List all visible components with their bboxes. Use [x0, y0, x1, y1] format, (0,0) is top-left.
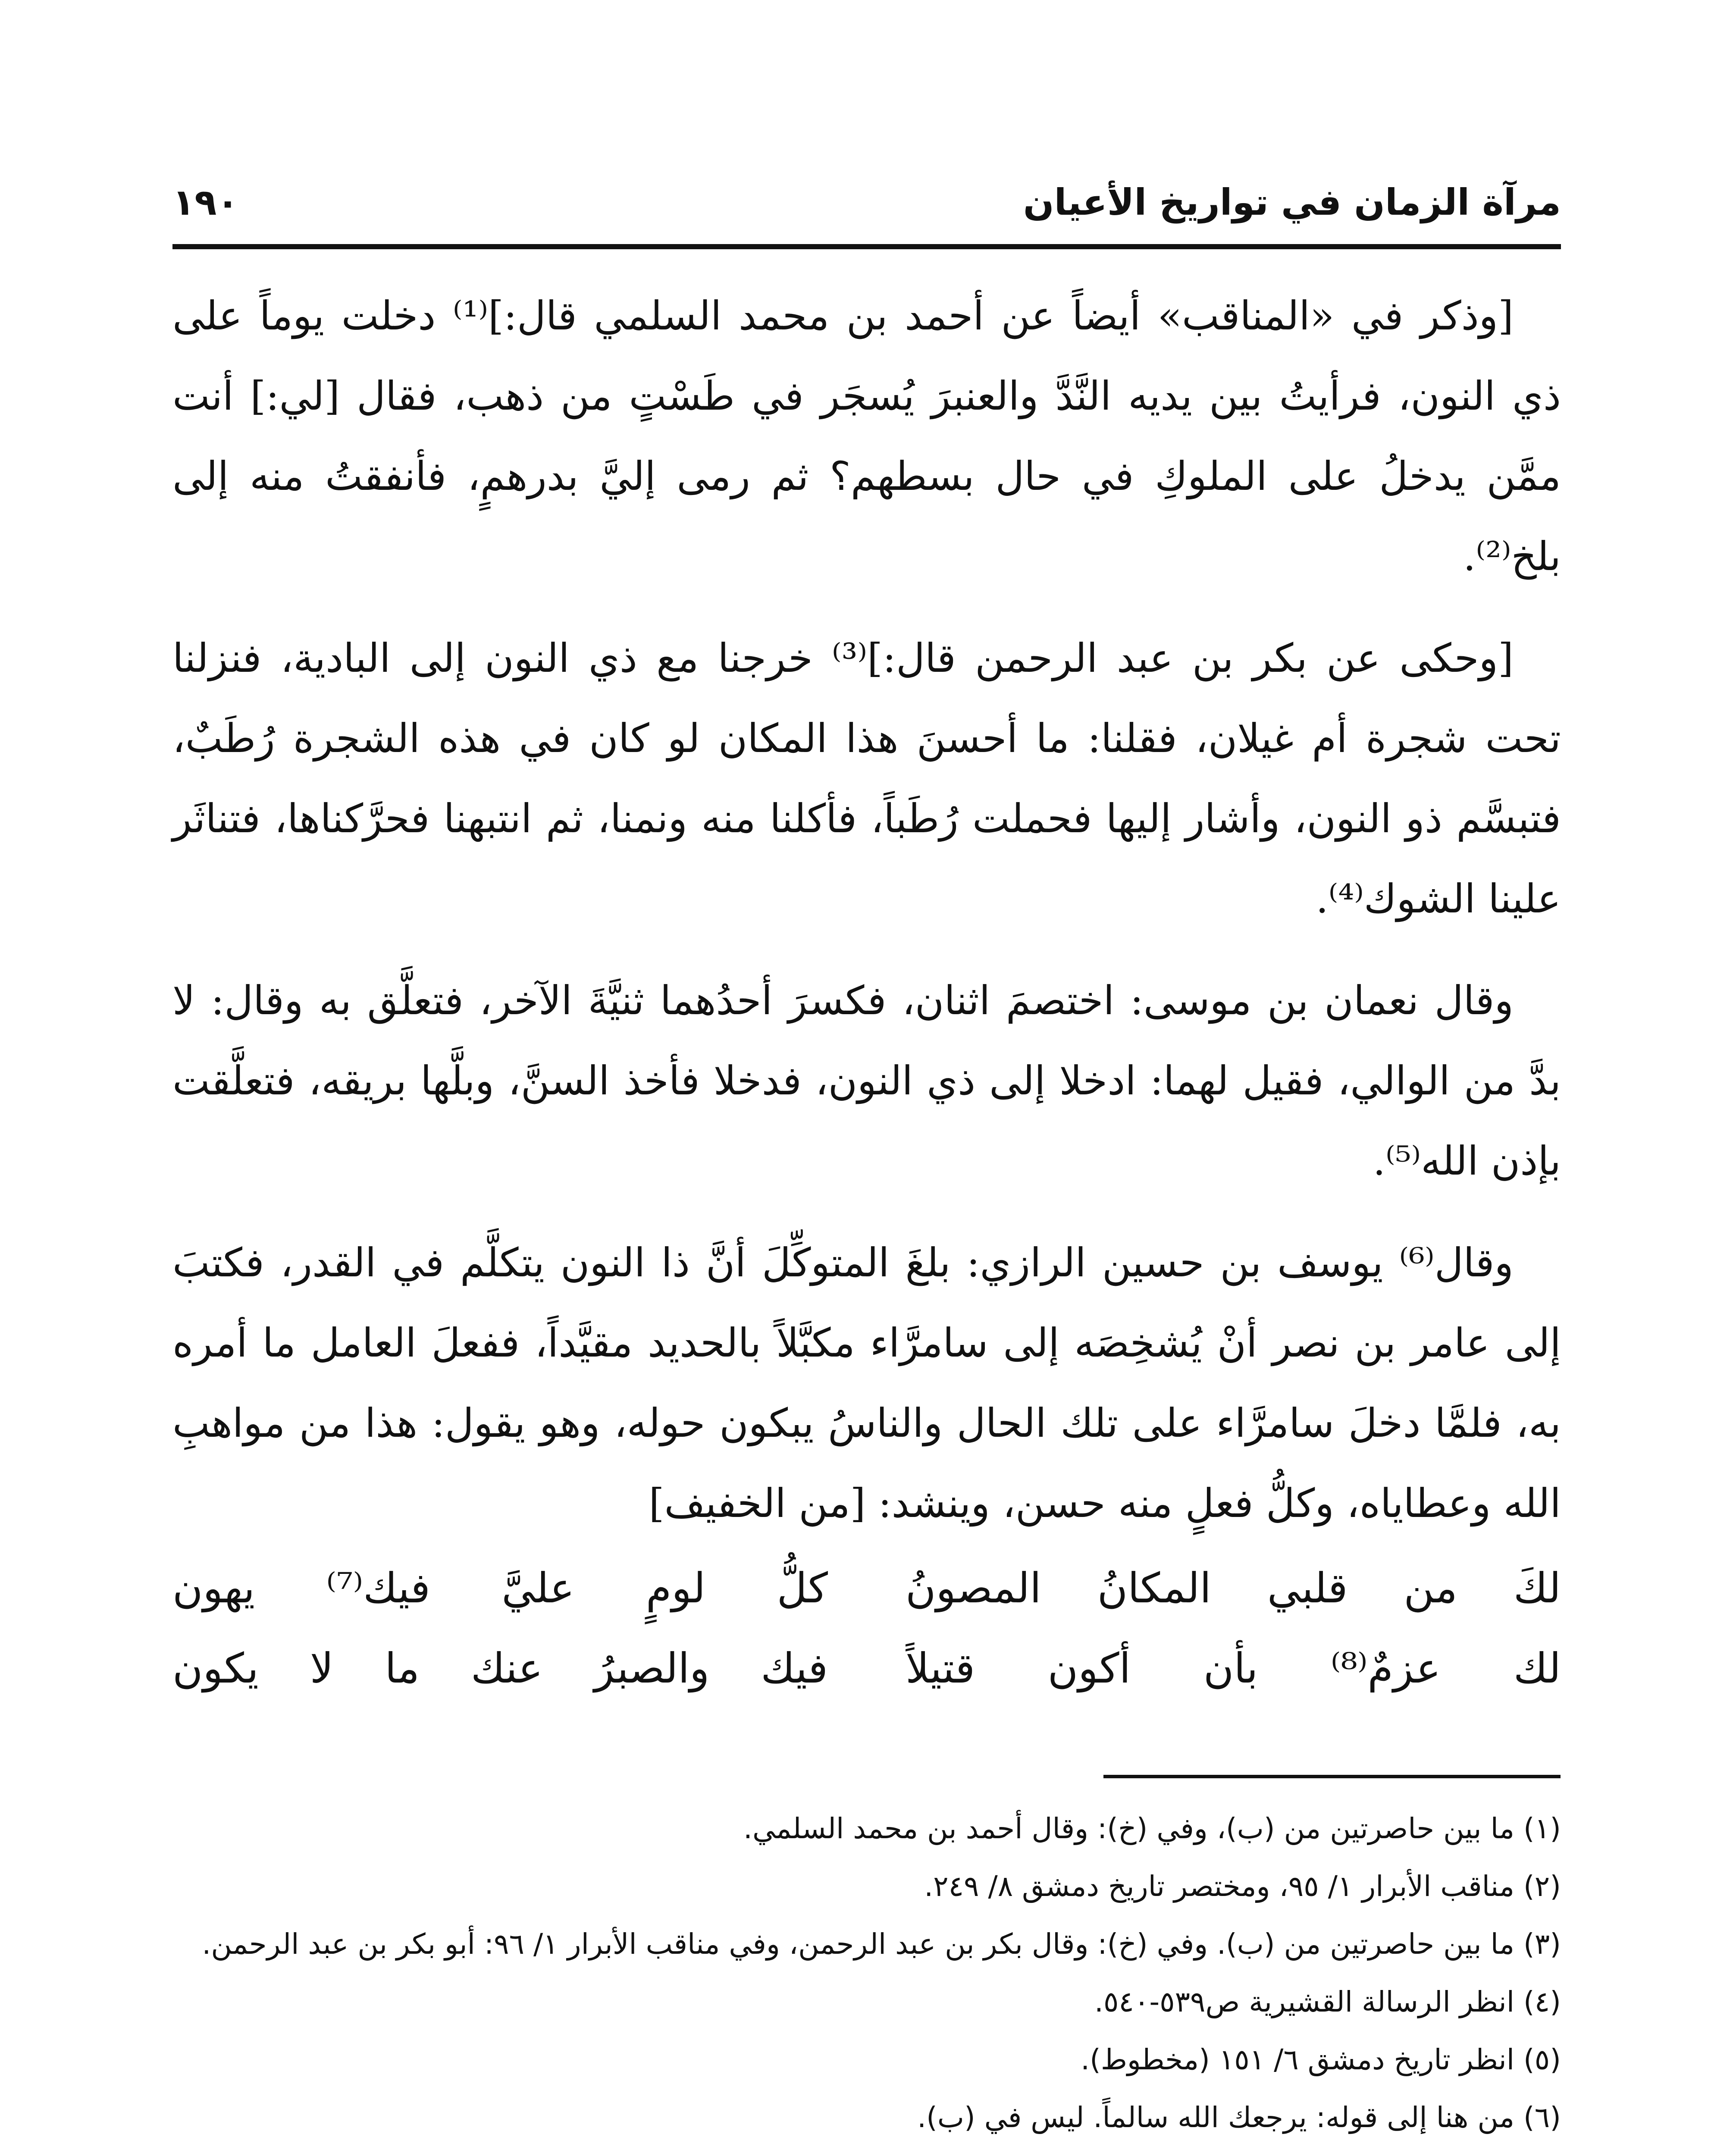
- footnote-2: (٢) مناقب الأبرار ١/ ٩٥، ومختصر تاريخ دمشق ٨/ ٢٤٩.: [924, 1870, 1561, 1903]
- page-number: ١٩٠: [172, 181, 239, 223]
- poem: [172, 1548, 1561, 1708]
- footnote-5: (٥) انظر تاريخ دمشق ٦/ ١٥١ (مخطوط).: [1081, 2043, 1561, 2076]
- running-header: [172, 172, 1561, 233]
- verse-2-first-hemistich: لك عزمٌ⁽⁸⁾ بأن أكون قتيلاً: [906, 1644, 1561, 1692]
- footnote-separator: [1103, 1775, 1561, 1778]
- footnote-7: [172, 2149, 1561, 2156]
- footnote-4: (٤) انظر الرسالة القشيرية ص٥٣٩-٥٤٠.: [1094, 1985, 1561, 2018]
- paragraph-1: [وذكر في «المناقب» أيضاً عن أحمد بن محمد السلمي قال:]⁽¹⁾ دخلت يوماً على ذي النون، فرأيتُ بين يديه النَّدَّ والعنبرَ يُسجَر في طَسْتٍ من ذهب، فقال [لي:] أنت ممَّن يدخلُ على الملوكِ في حال بسطهم؟ ثم رمى إليَّ بدرهمٍ، فأنفقتُ منه إلى بلخ⁽²⁾.: [172, 293, 1561, 580]
- paragraph-3: وقال نعمان بن موسى: اختصمَ اثنان، فكسرَ أحدُهما ثنيَّةَ الآخر، فتعلَّق به وقال: لا بدَّ من الوالي، فقيل لهما: ادخلا إلى ذي النون، فدخلا فأخذ السنَّ، وبلَّها بريقه، فتعلَّقت بإذن الله⁽⁵⁾.: [172, 978, 1561, 1184]
- verse-2-second-hemistich: فيك والصبرُ عنك ما لا يكون: [172, 1644, 828, 1692]
- verse-2: [172, 1628, 1561, 1708]
- paragraph-4: وقال⁽⁶⁾ يوسف بن حسين الرازي: بلغَ المتوكِّلَ أنَّ ذا النون يتكلَّم في القدر، فكتبَ إلى عامر بن نصر أنْ يُشخِصَه إلى سامرَّاء مكبَّلاً بالحديد مقيَّداً، ففعلَ العامل ما أمره به، فلمَّا دخلَ سامرَّاء على تلك الحال والناسُ يبكون حوله، وهو يقول: هذا من مواهبِ الله وعطاياه، وكلُّ فعلٍ منه حسن، وينشد: [من الخفيف]: [172, 1240, 1561, 1526]
- main-text: [172, 276, 1561, 1708]
- verse-1: [172, 1548, 1561, 1628]
- footnotes: [172, 1802, 1561, 2156]
- verse-1-second-hemistich: كلُّ لومٍ عليَّ فيك⁽⁷⁾ يهون: [172, 1564, 828, 1612]
- header-rule: [172, 244, 1561, 249]
- footnote-3: (٣) ما بين حاصرتين من (ب). وفي (خ): وقال بكر بن عبد الرحمن، وفي مناقب الأبرار ١/ ٩٦: أبو بكر بن عبد الرحمن.: [202, 1927, 1561, 1961]
- verse-1-first-hemistich: لكَ من قلبي المكانُ المصونُ: [906, 1564, 1561, 1612]
- paragraph-2: [وحكى عن بكر بن عبد الرحمن قال:]⁽³⁾ خرجنا مع ذي النون إلى البادية، فنزلنا تحت شجرة أم غيلان، فقلنا: ما أحسنَ هذا المكان لو كان في هذه الشجرة رُطَبٌ، فتبسَّم ذو النون، وأشار إليها فحملت رُطَباً، فأكلنا منه ونمنا، ثم انتبهنا فحرَّكناها، فتناثَر علينا الشوك⁽⁴⁾.: [172, 635, 1561, 922]
- footnote-1: (١) ما بين حاصرتين من (ب)، وفي (خ): وقال أحمد بن محمد السلمي.: [743, 1812, 1561, 1845]
- footnote-6: (٦) من هنا إلى قوله: يرجعك الله سالماً. ليس في (ب).: [917, 2101, 1561, 2134]
- book-title: مرآة الزمان في تواريخ الأعيان: [1023, 181, 1561, 223]
